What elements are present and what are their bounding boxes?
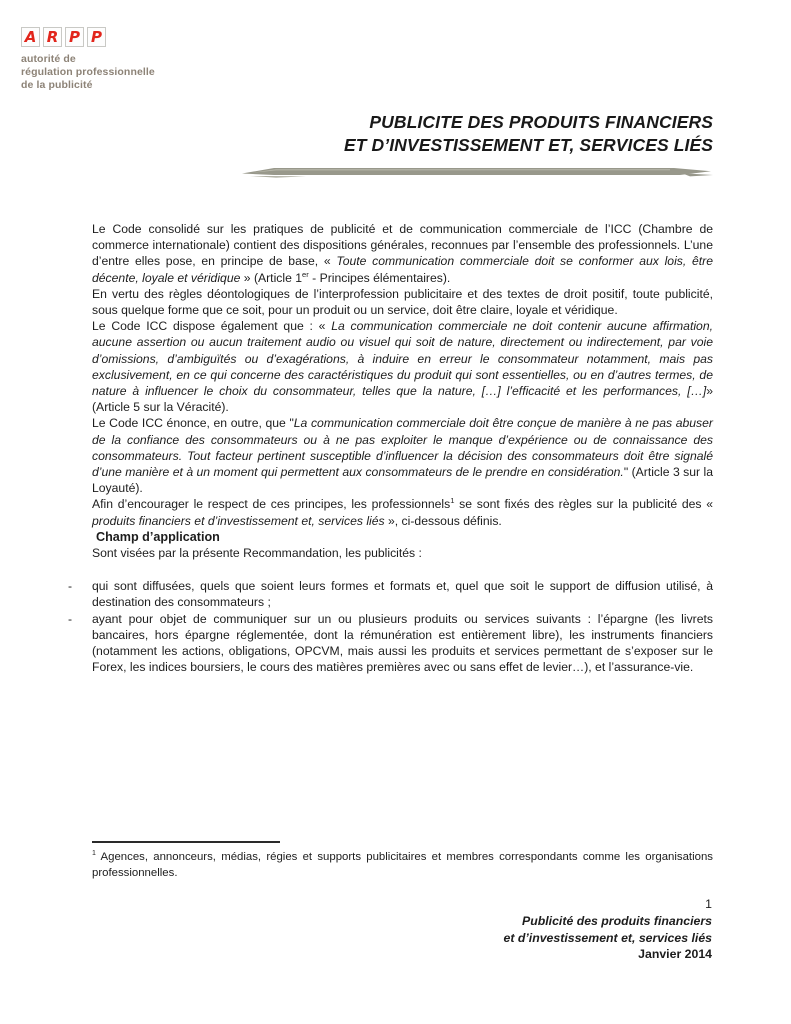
divider-arrow-icon [242,164,713,182]
page-title-line-1: PUBLICITE DES PRODUITS FINANCIERS [369,112,713,132]
paragraph-afin-encourager: Afin d’encourager le respect de ces principes, les professionnels$^1$ se sont fixés des règles sur la publicité des « produits financiers et d’investissement et, services liés », ci-dessous définis. [92,496,713,528]
footer-doc-title-line-1: Publicité des produits financiers [522,913,712,928]
logo-letter-box [65,27,84,47]
document-body [68,221,714,675]
bullet-list [68,578,713,675]
bullet-marker: - [68,611,73,626]
page-footer [504,896,712,963]
logo-letter: P [69,27,80,46]
footer-date: Janvier 2014 [638,947,712,962]
logo-tagline-line: régulation professionnelle [21,66,155,78]
footnote-separator [92,841,280,843]
logo-tagline [21,53,155,92]
page-title-line-2: ET D’INVESTISSEMENT ET, SERVICES LIÉS [344,135,713,155]
logo-letter: A [24,27,37,46]
arpp-logo-letters [21,27,155,47]
page-number: 1 [705,897,712,911]
logo-letter-box [87,27,106,47]
paragraph-icc-code: Le Code consolidé sur les pratiques de publicité et de communication commerciale de l’ICC (Chambre de commerce internationale) contient des dispositions générales, reconnues par l’ensemble des professionnels. L’une d’entre elles pose, en principe de base, « Toute communication commerciale doit se conformer aux lois, être décente, loyale et véridique » (Article 1er - Principes élémentaires). [92,222,713,285]
bullet-text: qui sont diffusées, quels que soient leurs formes et formats et, quel que soit le support de diffusion utilisé, à destination des consommateurs ; [92,579,713,610]
arpp-logo [21,27,155,92]
logo-letter: R [46,27,59,46]
page-title [344,111,713,157]
logo-letter: P [91,27,102,46]
footnote-text: $^1$ Agences, annonceurs, médias, régies et supports publicitaires et membres correspondants comme les organisations professionnelles. [92,850,713,879]
footer-doc-title-line-2: et d’investissement et, services liés [503,930,712,945]
logo-tagline-line: autorité de [21,53,76,65]
bullet-text: ayant pour objet de communiquer sur un ou plusieurs produits ou services suivants : l’épargne (les livrets bancaires, hors épargne réglementée, dont la rémunération est entièrement libre), les instruments financiers (notamment les actions, obligations, OPCVM, mais aussi les produits et services permettant de s’exposer sur le Forex, les indices boursiers, le cours des matières premières avec ou sans effet de levier…), et l’assurance-vie. [92,611,713,675]
paragraph-regles-deontologiques: En vertu des règles déontologiques de l’interprofession publicitaire et des textes de droit positif, toute publicité, sous quelque forme que ce soit, pour un produit ou un service, doit être claire, loyale et véridique. [92,286,713,318]
logo-tagline-line: de la publicité [21,79,93,91]
paragraph-article-3-loyaute: Le Code ICC énonce, en outre, que "La communication commerciale doit être conçue de manière à ne pas abuser de la confiance des consommateurs ou à ne pas exploiter le manque d’expérience ou de connaissance des consommateurs. Tout facteur pertinent susceptible d’influencer la décision des consommateurs doit être signalé d’une manière et à un moment qui permettent aux consommateurs de le prendre en considération." (Article 3 sur la Loyauté). [92,416,714,496]
section-heading-champ-application: Champ d’application [96,529,220,544]
list-item [68,611,713,676]
paragraph-intro-recommandation: Sont visées par la présente Recommandation, les publicités : [92,546,422,561]
paragraph-article-5-veracite: Le Code ICC dispose également que : « La communication commerciale ne doit contenir aucune affirmation, aucune assertion ou aucun traitement audio ou visuel qui soit de nature, directement ou indirectement, par voie d’omissions, d’ambiguïtés ou d’exagérations, à induire en erreur le consommateur notamment, mais pas exclusivement, en ce qui concerne des caractéristiques du produit qui sont essentielles, ou en d’autres termes, de nature à influencer le choix du consommateur, telles que la nature, […] l’efficacité et les performances, […]» (Article 5 sur la Véracité). [92,319,713,415]
logo-letter-box [43,27,62,47]
footnote [92,841,713,881]
list-item [68,578,713,610]
logo-letter-box [21,27,40,47]
bullet-marker: - [68,579,73,594]
